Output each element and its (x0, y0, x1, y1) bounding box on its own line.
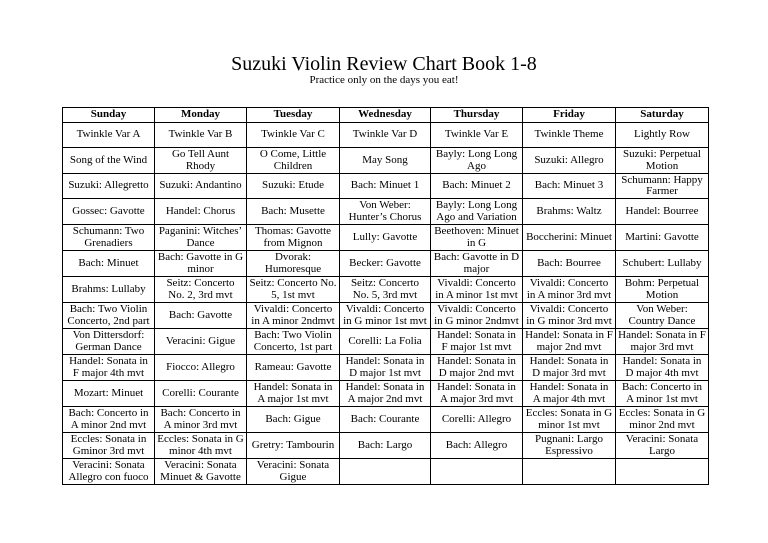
piece-cell-friday: Bach: Bourree (523, 251, 616, 277)
piece-cell-monday: Bach: Concerto in A minor 3rd mvt (155, 407, 247, 433)
piece-cell-monday: Corelli: Courante (155, 381, 247, 407)
piece-cell-thursday: Handel: Sonata in D major 2nd mvt (431, 355, 523, 381)
piece-cell-wednesday: Becker: Gavotte (340, 251, 431, 277)
day-header-sunday: Sunday (63, 108, 155, 123)
piece-cell-thursday (431, 459, 523, 485)
piece-cell-wednesday: Twinkle Var D (340, 123, 431, 148)
table-row (63, 251, 709, 277)
table-row (63, 407, 709, 433)
day-header-saturday: Saturday (616, 108, 709, 123)
piece-cell-saturday: Bach: Concerto in A minor 1st mvt (616, 381, 709, 407)
piece-cell-tuesday: Bach: Gigue (247, 407, 340, 433)
table-row (63, 329, 709, 355)
table-row (63, 303, 709, 329)
piece-cell-thursday: Bach: Gavotte in D major (431, 251, 523, 277)
piece-cell-saturday: Suzuki: Perpetual Motion (616, 148, 709, 174)
piece-cell-monday: Bach: Gavotte in G minor (155, 251, 247, 277)
piece-cell-sunday: Brahms: Lullaby (63, 277, 155, 303)
table-row (63, 459, 709, 485)
chart-subtitle: Practice only on the days you eat! (309, 74, 459, 86)
piece-cell-friday (523, 459, 616, 485)
piece-cell-monday: Go Tell Aunt Rhody (155, 148, 247, 174)
piece-cell-tuesday: Seitz: Concerto No. 5, 1st mvt (247, 277, 340, 303)
piece-cell-tuesday: Bach: Two Violin Concerto, 1st part (247, 329, 340, 355)
day-header-tuesday: Tuesday (247, 108, 340, 123)
piece-cell-thursday: Bayly: Long Long Ago and Variation (431, 199, 523, 225)
piece-cell-wednesday: Von Weber: Hunter’s Chorus (340, 199, 431, 225)
piece-cell-tuesday: Dvorak: Humoresque (247, 251, 340, 277)
piece-cell-thursday: Bayly: Long Long Ago (431, 148, 523, 174)
piece-cell-sunday: Handel: Sonata in F major 4th mvt (63, 355, 155, 381)
piece-cell-thursday: Handel: Sonata in F major 1st mvt (431, 329, 523, 355)
piece-cell-wednesday: Handel: Sonata in A major 2nd mvt (340, 381, 431, 407)
piece-cell-tuesday: Twinkle Var C (247, 123, 340, 148)
piece-cell-sunday: Mozart: Minuet (63, 381, 155, 407)
piece-cell-wednesday: Lully: Gavotte (340, 225, 431, 251)
piece-cell-thursday: Vivaldi: Concerto in G minor 2ndmvt (431, 303, 523, 329)
piece-cell-monday: Veracini: Gigue (155, 329, 247, 355)
piece-cell-monday: Fiocco: Allegro (155, 355, 247, 381)
table-row (63, 433, 709, 459)
piece-cell-sunday: Twinkle Var A (63, 123, 155, 148)
piece-cell-wednesday: May Song (340, 148, 431, 174)
piece-cell-saturday: Handel: Sonata in D major 4th mvt (616, 355, 709, 381)
piece-cell-thursday: Bach: Allegro (431, 433, 523, 459)
piece-cell-saturday: Eccles: Sonata in G minor 2nd mvt (616, 407, 709, 433)
piece-cell-tuesday: Veracini: Sonata Gigue (247, 459, 340, 485)
piece-cell-saturday: Handel: Sonata in F major 3rd mvt (616, 329, 709, 355)
day-header-monday: Monday (155, 108, 247, 123)
piece-cell-saturday (616, 459, 709, 485)
piece-cell-sunday: Song of the Wind (63, 148, 155, 174)
chart-title: Suzuki Violin Review Chart Book 1-8 (231, 53, 537, 75)
day-header-friday: Friday (523, 108, 616, 123)
piece-cell-sunday: Veracini: Sonata Allegro con fuoco (63, 459, 155, 485)
piece-cell-wednesday: Bach: Minuet 1 (340, 174, 431, 199)
piece-cell-sunday: Suzuki: Allegretto (63, 174, 155, 199)
piece-cell-friday: Suzuki: Allegro (523, 148, 616, 174)
table-row (63, 225, 709, 251)
table-row (63, 277, 709, 303)
piece-cell-sunday: Bach: Two Violin Concerto, 2nd part (63, 303, 155, 329)
piece-cell-thursday: Twinkle Var E (431, 123, 523, 148)
piece-cell-wednesday: Vivaldi: Concerto in G minor 1st mvt (340, 303, 431, 329)
piece-cell-friday: Vivaldi: Concerto in A minor 3rd mvt (523, 277, 616, 303)
review-chart-table (62, 107, 709, 485)
piece-cell-wednesday: Handel: Sonata in D major 1st mvt (340, 355, 431, 381)
table-row (63, 355, 709, 381)
piece-cell-monday: Seitz: Concerto No. 2, 3rd mvt (155, 277, 247, 303)
piece-cell-monday: Paganini: Witches’ Dance (155, 225, 247, 251)
piece-cell-saturday: Veracini: Sonata Largo (616, 433, 709, 459)
piece-cell-tuesday: Gretry: Tambourin (247, 433, 340, 459)
piece-cell-friday: Pugnani: Largo Espressivo (523, 433, 616, 459)
piece-cell-friday: Handel: Sonata in F major 2nd mvt (523, 329, 616, 355)
table-row (63, 381, 709, 407)
piece-cell-monday: Suzuki: Andantino (155, 174, 247, 199)
day-header-wednesday: Wednesday (340, 108, 431, 123)
piece-cell-tuesday: Rameau: Gavotte (247, 355, 340, 381)
piece-cell-tuesday: O Come, Little Children (247, 148, 340, 174)
piece-cell-saturday: Schumann: Happy Farmer (616, 174, 709, 199)
piece-cell-sunday: Bach: Concerto in A minor 2nd mvt (63, 407, 155, 433)
piece-cell-monday: Twinkle Var B (155, 123, 247, 148)
day-header-thursday: Thursday (431, 108, 523, 123)
piece-cell-wednesday: Seitz: Concerto No. 5, 3rd mvt (340, 277, 431, 303)
piece-cell-saturday: Martini: Gavotte (616, 225, 709, 251)
header-row (63, 108, 709, 123)
table-row (63, 199, 709, 225)
piece-cell-saturday: Schubert: Lullaby (616, 251, 709, 277)
piece-cell-friday: Twinkle Theme (523, 123, 616, 148)
piece-cell-tuesday: Bach: Musette (247, 199, 340, 225)
piece-cell-friday: Handel: Sonata in A major 4th mvt (523, 381, 616, 407)
piece-cell-monday: Eccles: Sonata in G minor 4th mvt (155, 433, 247, 459)
piece-cell-wednesday: Bach: Largo (340, 433, 431, 459)
piece-cell-friday: Vivaldi: Concerto in G minor 3rd mvt (523, 303, 616, 329)
table-row (63, 148, 709, 174)
piece-cell-thursday: Bach: Minuet 2 (431, 174, 523, 199)
piece-cell-wednesday: Bach: Courante (340, 407, 431, 433)
piece-cell-friday: Eccles: Sonata in G minor 1st mvt (523, 407, 616, 433)
piece-cell-saturday: Handel: Bourree (616, 199, 709, 225)
piece-cell-sunday: Eccles: Sonata in Gminor 3rd mvt (63, 433, 155, 459)
piece-cell-sunday: Von Dittersdorf: German Dance (63, 329, 155, 355)
piece-cell-saturday: Lightly Row (616, 123, 709, 148)
piece-cell-friday: Handel: Sonata in D major 3rd mvt (523, 355, 616, 381)
piece-cell-thursday: Corelli: Allegro (431, 407, 523, 433)
piece-cell-monday: Veracini: Sonata Minuet & Gavotte (155, 459, 247, 485)
piece-cell-sunday: Gossec: Gavotte (63, 199, 155, 225)
piece-cell-thursday: Beethoven: Minuet in G (431, 225, 523, 251)
piece-cell-tuesday: Suzuki: Etude (247, 174, 340, 199)
piece-cell-monday: Bach: Gavotte (155, 303, 247, 329)
piece-cell-saturday: Bohm: Perpetual Motion (616, 277, 709, 303)
piece-cell-friday: Bach: Minuet 3 (523, 174, 616, 199)
piece-cell-monday: Handel: Chorus (155, 199, 247, 225)
piece-cell-tuesday: Vivaldi: Concerto in A minor 2ndmvt (247, 303, 340, 329)
piece-cell-tuesday: Handel: Sonata in A major 1st mvt (247, 381, 340, 407)
piece-cell-friday: Boccherini: Minuet (523, 225, 616, 251)
piece-cell-sunday: Bach: Minuet (63, 251, 155, 277)
piece-cell-sunday: Schumann: Two Grenadiers (63, 225, 155, 251)
piece-cell-wednesday (340, 459, 431, 485)
piece-cell-saturday: Von Weber: Country Dance (616, 303, 709, 329)
piece-cell-thursday: Vivaldi: Concerto in A minor 1st mvt (431, 277, 523, 303)
table-row (63, 174, 709, 199)
piece-cell-thursday: Handel: Sonata in A major 3rd mvt (431, 381, 523, 407)
table-row (63, 123, 709, 148)
piece-cell-friday: Brahms: Waltz (523, 199, 616, 225)
piece-cell-wednesday: Corelli: La Folia (340, 329, 431, 355)
piece-cell-tuesday: Thomas: Gavotte from Mignon (247, 225, 340, 251)
